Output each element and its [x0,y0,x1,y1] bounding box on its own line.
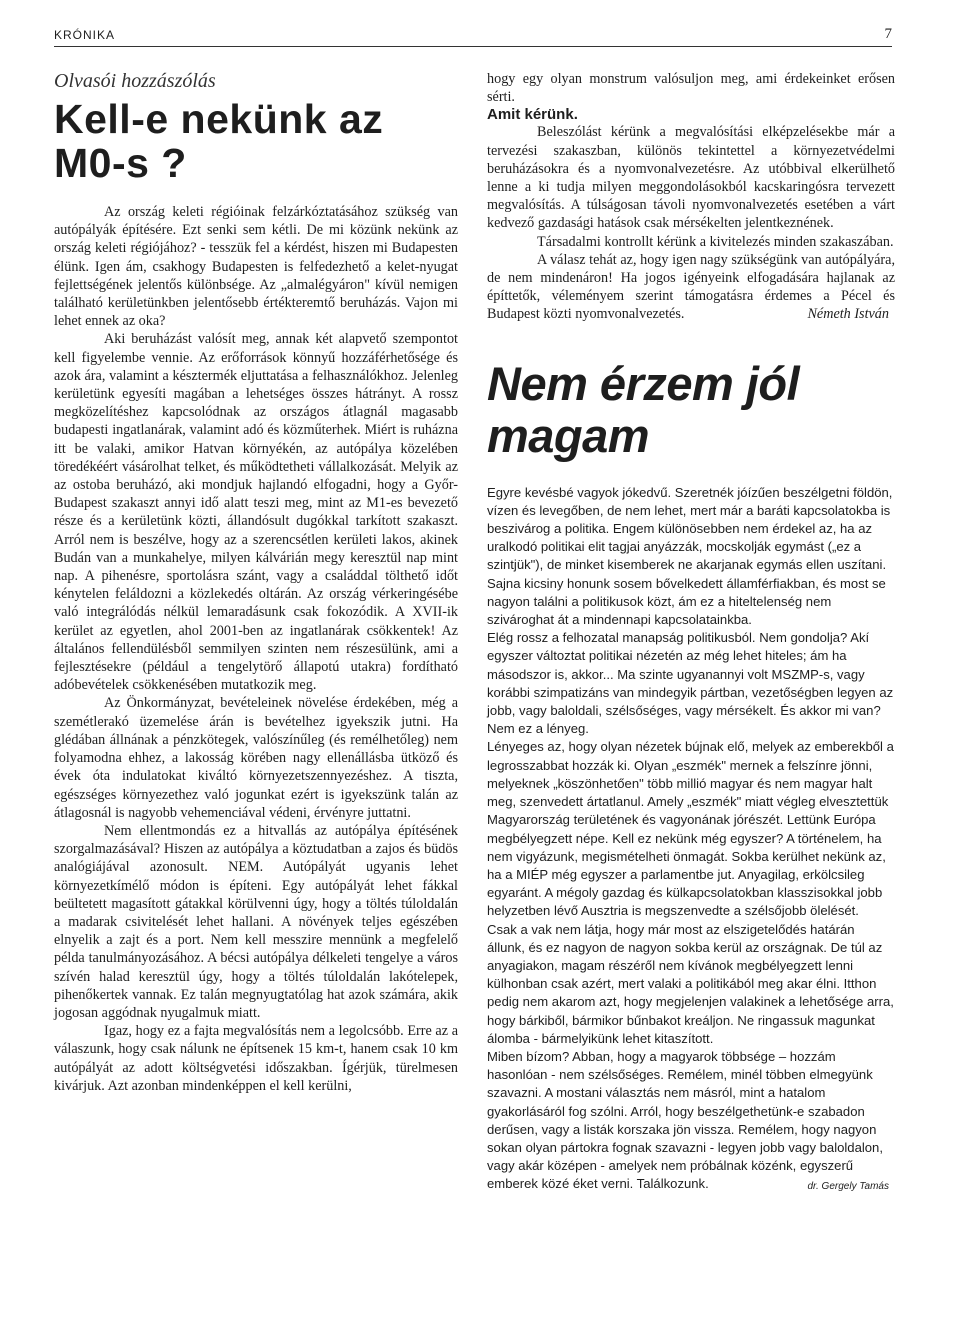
article-paragraph: Az ország keleti régióinak felzárkóztatásához szükség van autópályák építésére. Ezt senki sem kétli. De mi közünk nekünk az ország keleti régiójához? - tesszük fel a kérdést, hiszen mi Budapesten élünk. Igen ám, csakhogy Budapesten is felfedezhető a kelet-nyugat fejlettségének jelentős különbsége. Az „almalégyáron" kívül nemigen található kerületünkben jelentősebb értékteremtő beruházás. Vajon mi lehet ennek az oka? [54,204,458,330]
article-subheading: Amit kérünk. [487,106,578,124]
article-paragraph [487,251,895,324]
article-paragraph: Társadalmi kontrollt kérünk a kivitelezés minden szakaszában. [537,233,894,250]
article-paragraph: Az Önkormányzat, bevételeinek növelése érdekében, még a szemétlerakó üzemelése árán is bevételhez igyekszik jutni. Ha glédában állnának a pénzkötegek, valószínűleg (és remélhetőleg) nem folyamodna ehhez, a lakosság körében nagy ellenállásba ütköző és évek óta indulatokat kiváltó környezetszennyezéshez. A tiszta, egészséges környezethez való jogunkat ezért is igyekszünk talán az átlagosnál is nagyobb vehemenciával védeni, érvényre juttatni. [54,695,458,821]
article-paragraph-text: A válasz tehát az, hogy igen nagy szükségünk van autópályára, de nem mindenáron! Ha jogos igényeink elfogadására hajlanak az építtetők, véleményem szerint támogatásra érdemes a Pécel és Budapest közti nyomvonalvezetés. [487,251,895,323]
page-header [54,28,892,47]
right-column [487,70,895,1197]
article2-paragraph-text: Miben bízom? Abban, hogy a magyarok többsége – hozzám hasonlóan - nem szélsőséges. Remélem, minél többen elmegyünk szavazni. A mostani választás nem másról, mint a hatalom gyakorlásáról fog szólni. Arról, hogy beszélgethetünk-e szabadon derűsen, vagy a listák korszaka jön vissza. Remélem, hogy nagyon sokan olyan pártokra fognak szavazni - legyen jobb vagy baloldalon, vagy akár középen - amelyek nem próbálnak közénk, egyszerű emberek közé éket verni. Találkozunk. [487,1048,883,1192]
article-title: Kell-e nekünk az M0-s ? [54,96,384,186]
article2-title: Nem érzem jól magam [487,356,800,462]
article2-paragraph: Csak a vak nem látja, hogy már most az elszigetelődés határán állunk, és ez nagyon de nagyon sokba kerül az országnak. De túl az anyagiakon, magam részéről nem kívánok megbélyegzett lenni külhonban csak azért, mert valaki a politikából meg akar élni. Itthon pedig nem akarom azt, hogy megjelenjen valakinek a lehetősége arra, hogy bárkiből, bármikor bűnbakot kreáljon. Ne ringassuk magunkat álomba - bármelyikünk lehet kitaszított. [487,921,894,1046]
publication-name: KRÓNIKA [54,28,116,42]
article2-paragraph [487,1048,895,1194]
article2-author: dr. Gergely Tamás [807,1181,889,1193]
article2-paragraph: Egyre kevésbé vagyok jókedvű. Szeretnék jóízűen beszélgetni földön, vízen és levegőben, de nem lehet, mert már a baráti kapcsolatokba is beszivárog a politika. Engem különösebben nem érdekel az, ha az uralkodó politikai elit tagjai anyázzák, mocskolják egymást („ez a szintjük"), de minket kisemberek ne akarjanak egymás ellen uszítani. Sajna kicsiny honunk sosem bővelkedett államférfiakban, és most se nagyon találni a politikusok közt, ám ez a hiteltelenség nem szivároghat át a mindennapi kapcsolatainkba. [487,484,893,628]
article2-paragraph: Lényeges az, hogy olyan nézetek bújnak elő, melyek az emberekből a legrosszabbat hozzák ki. Olyan „eszmék" mernek a felszínre jönni, melyeknek „köszönhetően" több millió magyar és nem magyar halt meg, szenvedett ártatlanul. Amely „eszmék" miatt végleg elvesztettük Magyarország területének és vagyonának jórészét. Lettünk Európa megbélyegzett népe. Kell ez nekünk még egyszer? A történelem, ha nem vigyázunk, megismételheti önmagát. Sokba kerülhet nekünk az, ha a MIÉP még egyszer a parlamentbe jut. Anyagilag, erkölcsileg egyaránt. A mégoly gazdag és külkapcsolatokban klasszisokkal jobb helyzetben lévő Ausztria is megszenvedte a szélsőjobb ölelését. [487,739,894,919]
article-kicker: Olvasói hozzászólás [54,70,216,92]
article2-paragraph: Elég rossz a felhozatal manapság politikusból. Nem gondolja? Akí egyszer változtat politikai nézetén az még lehet hiteles; ám ha másodszor is, akkor... Ma szinte ugyanannyi volt MSZMP-s, vagy korábbi szimpatizáns van mindegyik pártban, vezetőségben legyen az jobb, vagy baloldali, szélsőséges, vagy mérsékelt. És akkor mi van? Nem ez a lényeg. [487,630,894,737]
article-paragraph: Igaz, hogy ez a fajta megvalósítás nem a legolcsóbb. Erre az a válaszunk, hogy csak nálunk ne építsenek 15 km-t, hanem csak 10 km autópályát az adott költségvetési időszakban. Ígérjük, türelmesen kivárjuk. Azt azonban mindenképpen el kell kerülni, [54,1023,458,1094]
left-column [54,70,458,1095]
article-continuation: hogy egy olyan monstrum valósuljon meg, ami érdekeinket erősen sérti. [487,71,895,106]
article-paragraph: Aki beruházást valósít meg, annak két alapvető szempontot kell figyelembe vennie. Az erőforrások könnyű hozzáférhetősége és azok ára, valamint a késztermék eljuttatása a felhasználókhoz. Jelenleg kerületünk egyesíti magában a lehetséges összes hátrányt. A rossz megközelítéshez kapcsolódnak az országos átlagnál magasabb budapesti ingatlanárak, valamint adó és közműterhek. Miért is ruházna itt be valaki, amikor Hatvan környékén, az autópálya közelében töredékéért vásárolhat telket, és működtetheti vállalkozását. Melyik az az ostoba beruházó, aki mondjuk hajlandó elfogadni, hogy a Győr-Budapest szakaszt annyi idő alatt teszi meg, mint az M1-es bevezető része és a kerületünk közti, állandósult dugókkal tarkított szakaszt. Arról nem is beszélve, hogy az a szerencsétlen kerületi lakos, akinek Budán van a munkahelye, milyen kálvárián megy keresztül nap mint nap. A pihenésre, sportolásra szánt, vagy a családdal tölthető időt kénytelen feláldozni a közlekedés oltárán. Az ország vérkeringésébe való integrálódás nélkül lemaradásunk csak fokozódik. A XVII-ik kerület az egyetlen, ahol 2001-ben az ingatlanárak csökkentek! Az általános fellendülésből semmilyen szinten nem részesülünk, ami a fejlesztésekre (például a tengelytörő állapotú utakra) fordítható adóbevételek csökkenésében mutatkozik meg. [54,331,458,694]
page-number: 7 [884,26,892,42]
article-paragraph: Nem ellentmondás ez a hitvallás az autópálya építésének szorgalmazásával? Hiszen az autópálya a köztudatban a zajos és büdös analógiájával azonosult. NEM. Autópályát ugyanis lehet környezetkímélő módon is építeni. Egy autópályát lehet fákkal beültetett magasított gátakkal körülvenni úgy, hogy a töltés túloldalán a madarak csivitelését lehet hallani. A növények teljes egészében elnyelik a zajt és a port. Nem kell messzire mennünk a megfelelő példa tanulmányozásához. A bécsi autópálya délkeleti tengelye a város szívén halad keresztül úgy, hogy a töltés túloldalán lakótelepek, pihenőkertek vannak. Ez talán megnyugtatólag hat azok számára, akik jogosan aggódnak nyugalmuk miatt. [54,822,458,1021]
article-paragraph: Beleszólást kérünk a megvalósítási elképzelésekbe már a tervezési szakaszban, különös tekintettel a környezetvédelmi beruházásokra és a nyomvonalvezetésre. Az utóbbival elkerülhető lenne a ki tudja milyen meggondolásokból kacskaringósra tervezett megvalósítás. A túlságosan távoli nyomvonalvezetés esetében a várt kedvező gazdasági hatások csak mérsékelten jelentkeznének. [487,124,895,232]
article-author: Németh István [807,306,889,323]
